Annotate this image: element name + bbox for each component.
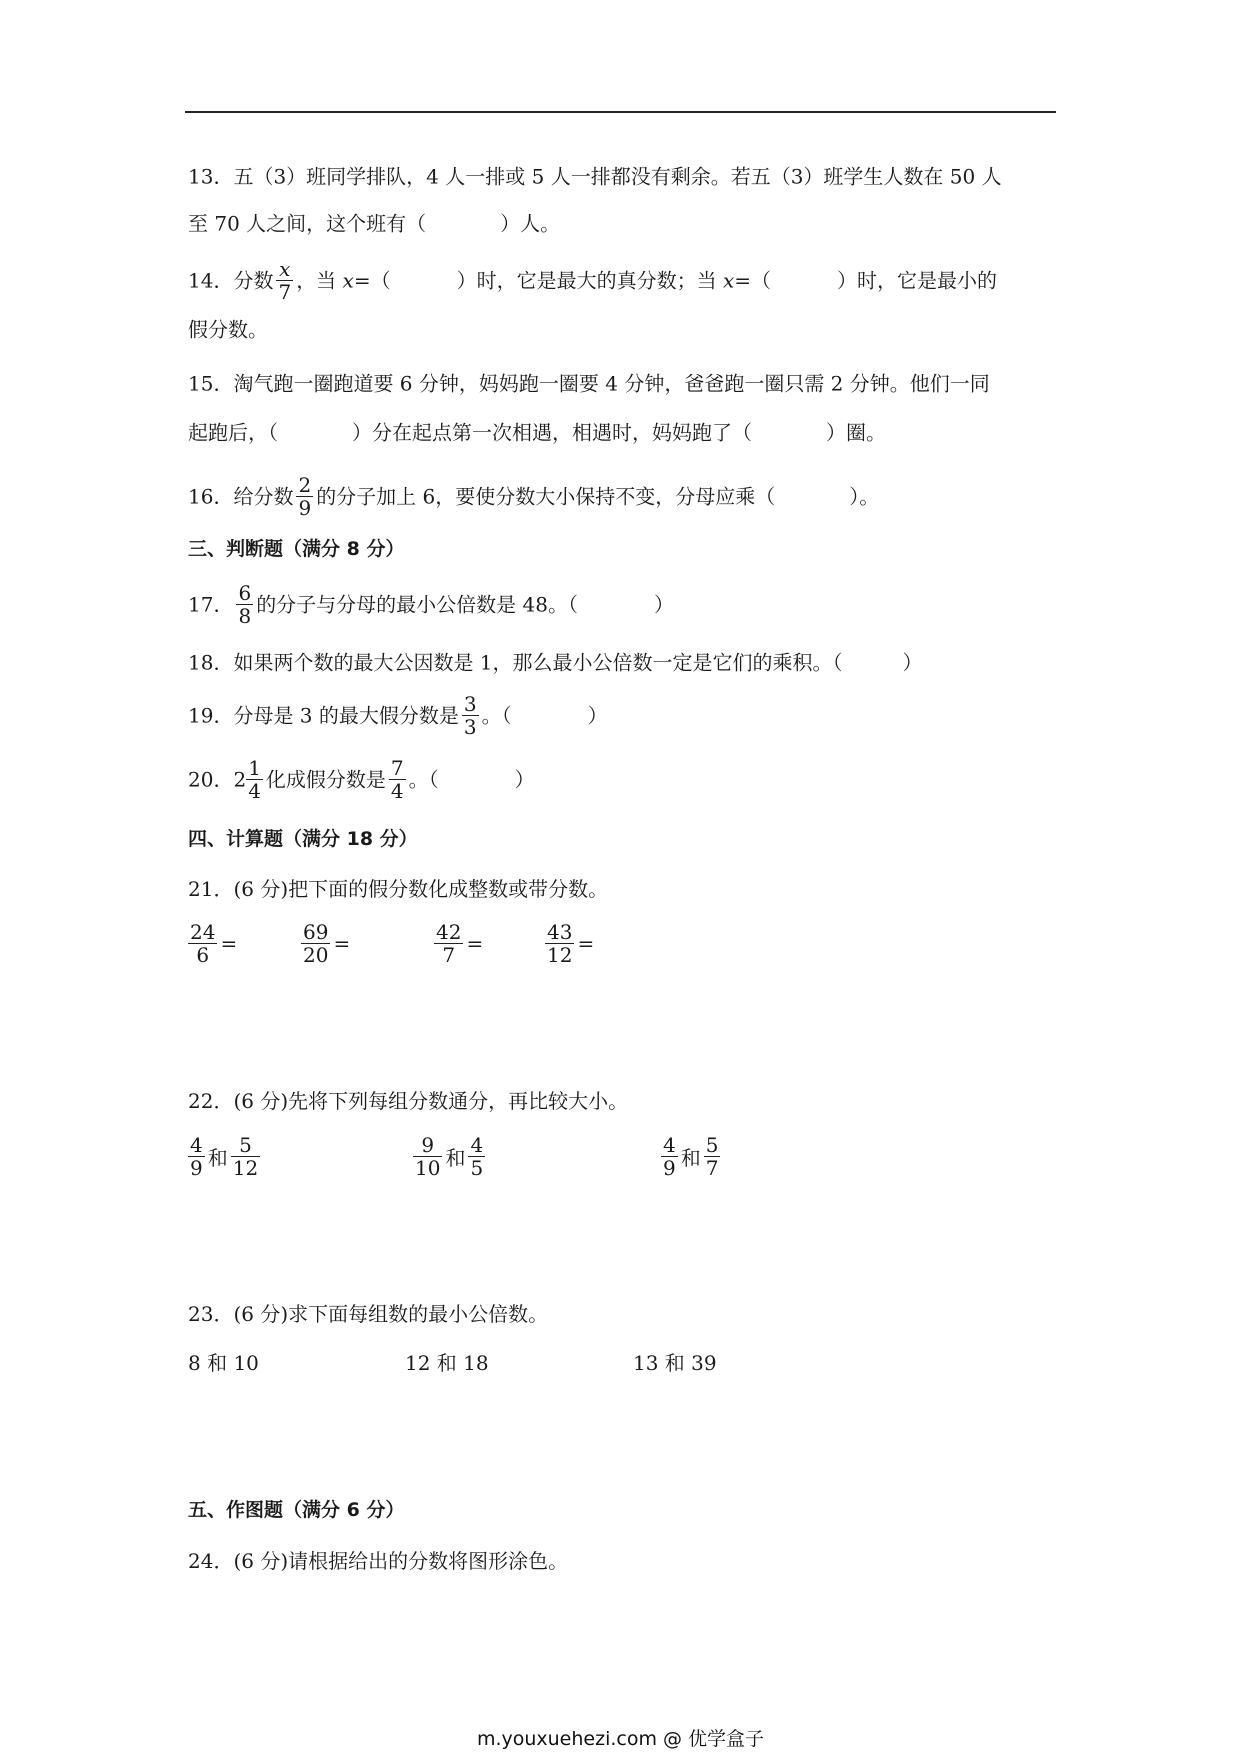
header-rule [185, 111, 1056, 113]
fraction: $\frac{1}{4}$ [248, 756, 261, 803]
q23-pair: 13 和 39 [633, 1351, 717, 1375]
q15-line2: 起跑后，（ ）分在起点第一次相遇，相遇时，妈妈跑了（ ）圈。 [188, 420, 886, 445]
q24-text: 24．(6 分)请根据给出的分数将图形涂色。 [188, 1549, 569, 1573]
q21-item: $\frac{69}{20}$ = [303, 920, 351, 967]
q23-pair: 8 和 10 [188, 1351, 259, 1375]
q20: 20．2 $\frac{1}{4}$ 化成假分数是 $\frac{7}{4}$ 。（ ） [188, 756, 535, 803]
fraction: $\frac{6}{8}$ [238, 581, 252, 628]
fraction: $\frac{2}{9}$ [298, 473, 312, 520]
section-4-heading: 四、计算题（满分 18 分） [188, 828, 418, 850]
q23-pair: 12 和 18 [405, 1351, 489, 1375]
q22-group: $\frac{4}{9}$ 和 $\frac{5}{7}$ [663, 1133, 719, 1180]
q21-item: $\frac{42}{7}$ = [436, 920, 484, 967]
q13-line1: 13．五（3）班同学排队，4 人一排或 5 人一排都没有剩余。若五（3）班学生人数在 50 人 [188, 164, 1002, 189]
q19: 19．分母是 3 的最大假分数是 $\frac{3}{3}$ 。（ ） [188, 692, 608, 739]
q22-group: $\frac{4}{9}$ 和 $\frac{5}{12}$ [190, 1133, 259, 1180]
q14-line2: 假分数。 [188, 317, 268, 342]
q18: 18．如果两个数的最大公因数是 1，那么最小公倍数一定是它们的乘积。（ ） [188, 650, 923, 675]
q23-text: 23．(6 分)求下面每组数的最小公倍数。 [188, 1302, 549, 1326]
q22-group: $\frac{9}{10}$ 和 $\frac{4}{5}$ [415, 1133, 484, 1180]
fraction: $\frac{x}{7}$ [278, 257, 292, 304]
q22-text: 22．(6 分)先将下列每组分数通分，再比较大小。 [188, 1089, 629, 1113]
q16: 16．给分数 $\frac{2}{9}$ 的分子加上 6，要使分数大小保持不变，分母应乘（ ）。 [188, 473, 880, 520]
q21-item: $\frac{24}{6}$ = [190, 920, 238, 967]
q21-item: $\frac{43}{12}$ = [547, 920, 595, 967]
section-3-heading: 三、判断题（满分 8 分） [188, 538, 405, 560]
q15-line1: 15．淘气跑一圈跑道要 6 分钟，妈妈跑一圈要 4 分钟，爸爸跑一圈只需 2 分钟。他们一同 [188, 371, 990, 396]
fraction: $\frac{7}{4}$ [390, 756, 404, 803]
footer-watermark: m.youxuehezi.com @ 优学盒子 [476, 1728, 765, 1750]
fraction: $\frac{3}{3}$ [463, 692, 477, 739]
q14-line1: 14．分数 $\frac{x}{7}$ ，当 x=（ ）时，它是最大的真分数；当 x=（ ）时，它是最小的 [188, 257, 997, 304]
section-5-heading: 五、作图题（满分 6 分） [188, 1499, 405, 1521]
q13-line2: 至 70 人之间，这个班有（ ）人。 [188, 211, 561, 236]
q21-text: 21．(6 分)把下面的假分数化成整数或带分数。 [188, 877, 609, 901]
q17: 17． $\frac{6}{8}$ 的分子与分母的最小公倍数是 48。（ ） [188, 581, 674, 628]
